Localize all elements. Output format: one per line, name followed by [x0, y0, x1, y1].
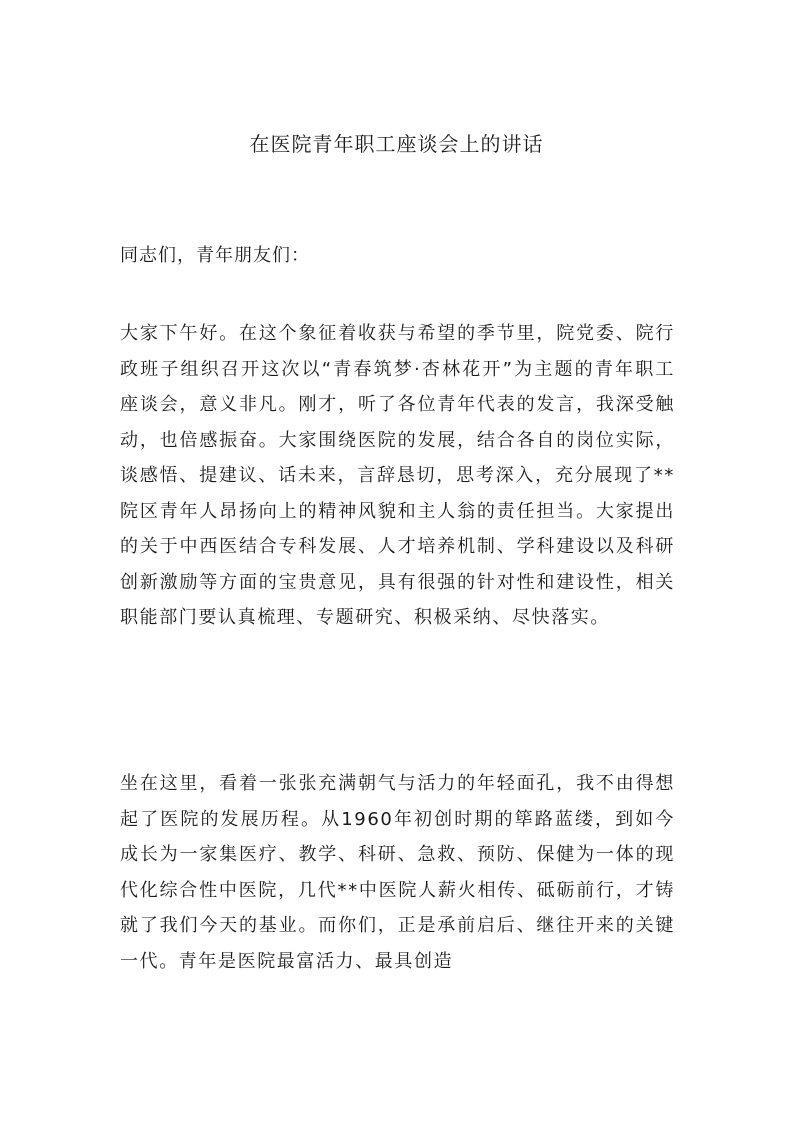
- document-title: 在医院青年职工座谈会上的讲话: [249, 132, 544, 156]
- body-paragraph: 坐在这里，看着一张张充满朝气与活力的年轻面孔，我不由得想起了医院的发展历程。从1960年初创时期的筚路蓝缕，到如今成长为一家集医疗、教学、科研、急救、预防、保健为一体的现代化综合性中医院，几代**中医院人薪火相传、砥砺前行，才铸就了我们今天的基业。而你们，正是承前启后、继往开来的关键一代。青年是医院最富活力、最具创造: [120, 773, 675, 972]
- body-paragraph: 大家下午好。在这个象征着收获与希望的季节里，院党委、院行政班子组织召开这次以“青春筑梦·杏林花开”为主题的青年职工座谈会，意义非凡。刚才，听了各位青年代表的发言，我深受触动，也倍感振奋。大家围绕医院的发展，结合各自的岗位实际，谈感悟、提建议、话未来，言辞恳切，思考深入，充分展现了**院区青年人昂扬向上的精神风貌和主人翁的责任担当。大家提出的关于中西医结合专科发展、人才培养机制、学科建设以及科研创新激励等方面的宝贵意见，具有很强的针对性和建设性，相关职能部门要认真梳理、专题研究、积极采纳、尽快落实。: [120, 323, 675, 628]
- greeting-line: 同志们，青年朋友们：: [120, 245, 310, 266]
